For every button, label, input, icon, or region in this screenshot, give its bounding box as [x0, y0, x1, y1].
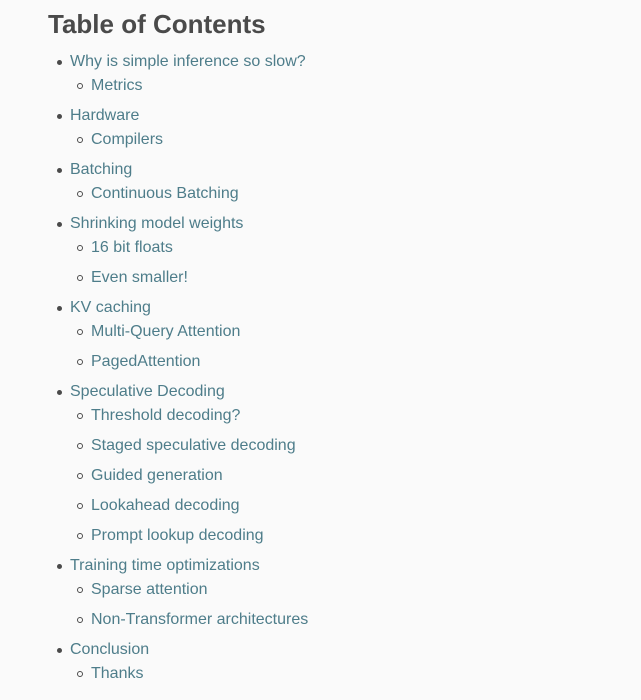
toc-subsection-link[interactable]: Guided generation: [91, 467, 223, 484]
toc-subsection-link[interactable]: 16 bit floats: [91, 239, 173, 256]
toc-subsection-link[interactable]: PagedAttention: [91, 353, 201, 370]
toc-subsection-link[interactable]: Compilers: [91, 131, 164, 148]
toc-subitem: [77, 526, 264, 546]
toc-subsection-link[interactable]: Staged speculative decoding: [91, 437, 296, 454]
toc-subsection-link[interactable]: Prompt lookup decoding: [91, 527, 264, 544]
bullet-circle-icon: [77, 503, 83, 509]
toc-item: [57, 640, 149, 660]
bullet-circle-icon: [77, 191, 83, 197]
toc-subitem: [77, 466, 223, 486]
toc-item: [57, 214, 243, 234]
page-title: Table of Contents: [48, 9, 266, 39]
toc-subitem: [77, 496, 240, 516]
toc-subsection-link[interactable]: Lookahead decoding: [91, 497, 240, 514]
toc-subitem: [77, 184, 239, 204]
toc-item: [57, 298, 151, 318]
toc-item: [57, 52, 306, 72]
toc-section-link[interactable]: KV caching: [70, 299, 151, 316]
toc-section-link[interactable]: Batching: [70, 161, 133, 178]
bullet-circle-icon: [77, 617, 83, 623]
toc-subitem: [77, 322, 240, 342]
bullet-disc-icon: [57, 114, 62, 119]
toc-subitem: [77, 352, 200, 372]
bullet-disc-icon: [57, 390, 62, 395]
toc-section-link[interactable]: Conclusion: [70, 641, 150, 658]
bullet-circle-icon: [77, 329, 83, 335]
bullet-disc-icon: [57, 306, 62, 311]
toc-subsection-link[interactable]: Continuous Batching: [91, 185, 239, 202]
toc-subsection-link[interactable]: Threshold decoding?: [91, 407, 241, 424]
toc-subsection-link[interactable]: Sparse attention: [91, 581, 208, 598]
bullet-circle-icon: [77, 473, 83, 479]
toc-subitem: [77, 610, 308, 630]
bullet-disc-icon: [57, 564, 62, 569]
toc-subsection-link[interactable]: Thanks: [91, 665, 144, 682]
toc-section-link[interactable]: Shrinking model weights: [70, 215, 244, 232]
bullet-circle-icon: [77, 83, 83, 89]
toc-subitem: [77, 268, 188, 288]
toc-subitem: [77, 406, 240, 426]
bullet-disc-icon: [57, 168, 62, 173]
bullet-circle-icon: [77, 443, 83, 449]
bullet-circle-icon: [77, 671, 83, 677]
toc-subsection-link[interactable]: Multi-Query Attention: [91, 323, 241, 340]
toc-section-link[interactable]: Training time optimizations: [70, 557, 260, 574]
bullet-circle-icon: [77, 413, 83, 419]
toc-subsection-link[interactable]: Non-Transformer architectures: [91, 611, 309, 628]
bullet-circle-icon: [77, 137, 83, 143]
toc-subsection-link[interactable]: Even smaller!: [91, 269, 188, 286]
toc-section-link[interactable]: Why is simple inference so slow?: [70, 53, 306, 70]
toc-section-link[interactable]: Hardware: [70, 107, 140, 124]
toc-item: [57, 160, 132, 180]
toc-subitem: [77, 580, 208, 600]
toc-subitem: [77, 238, 173, 258]
bullet-disc-icon: [57, 222, 62, 227]
bullet-circle-icon: [77, 359, 83, 365]
bullet-circle-icon: [77, 245, 83, 251]
bullet-disc-icon: [57, 648, 62, 653]
toc-subitem: [77, 436, 296, 456]
toc-subitem: [77, 130, 163, 150]
toc-item: [57, 556, 260, 576]
toc-item: [57, 106, 139, 126]
toc-subitem: [77, 76, 143, 96]
bullet-circle-icon: [77, 275, 83, 281]
bullet-disc-icon: [57, 60, 62, 65]
toc-subsection-link[interactable]: Metrics: [91, 77, 143, 94]
bullet-circle-icon: [77, 533, 83, 539]
toc-section-link[interactable]: Speculative Decoding: [70, 383, 225, 400]
bullet-circle-icon: [77, 587, 83, 593]
toc-subitem: [77, 664, 143, 684]
toc-item: [57, 382, 225, 402]
